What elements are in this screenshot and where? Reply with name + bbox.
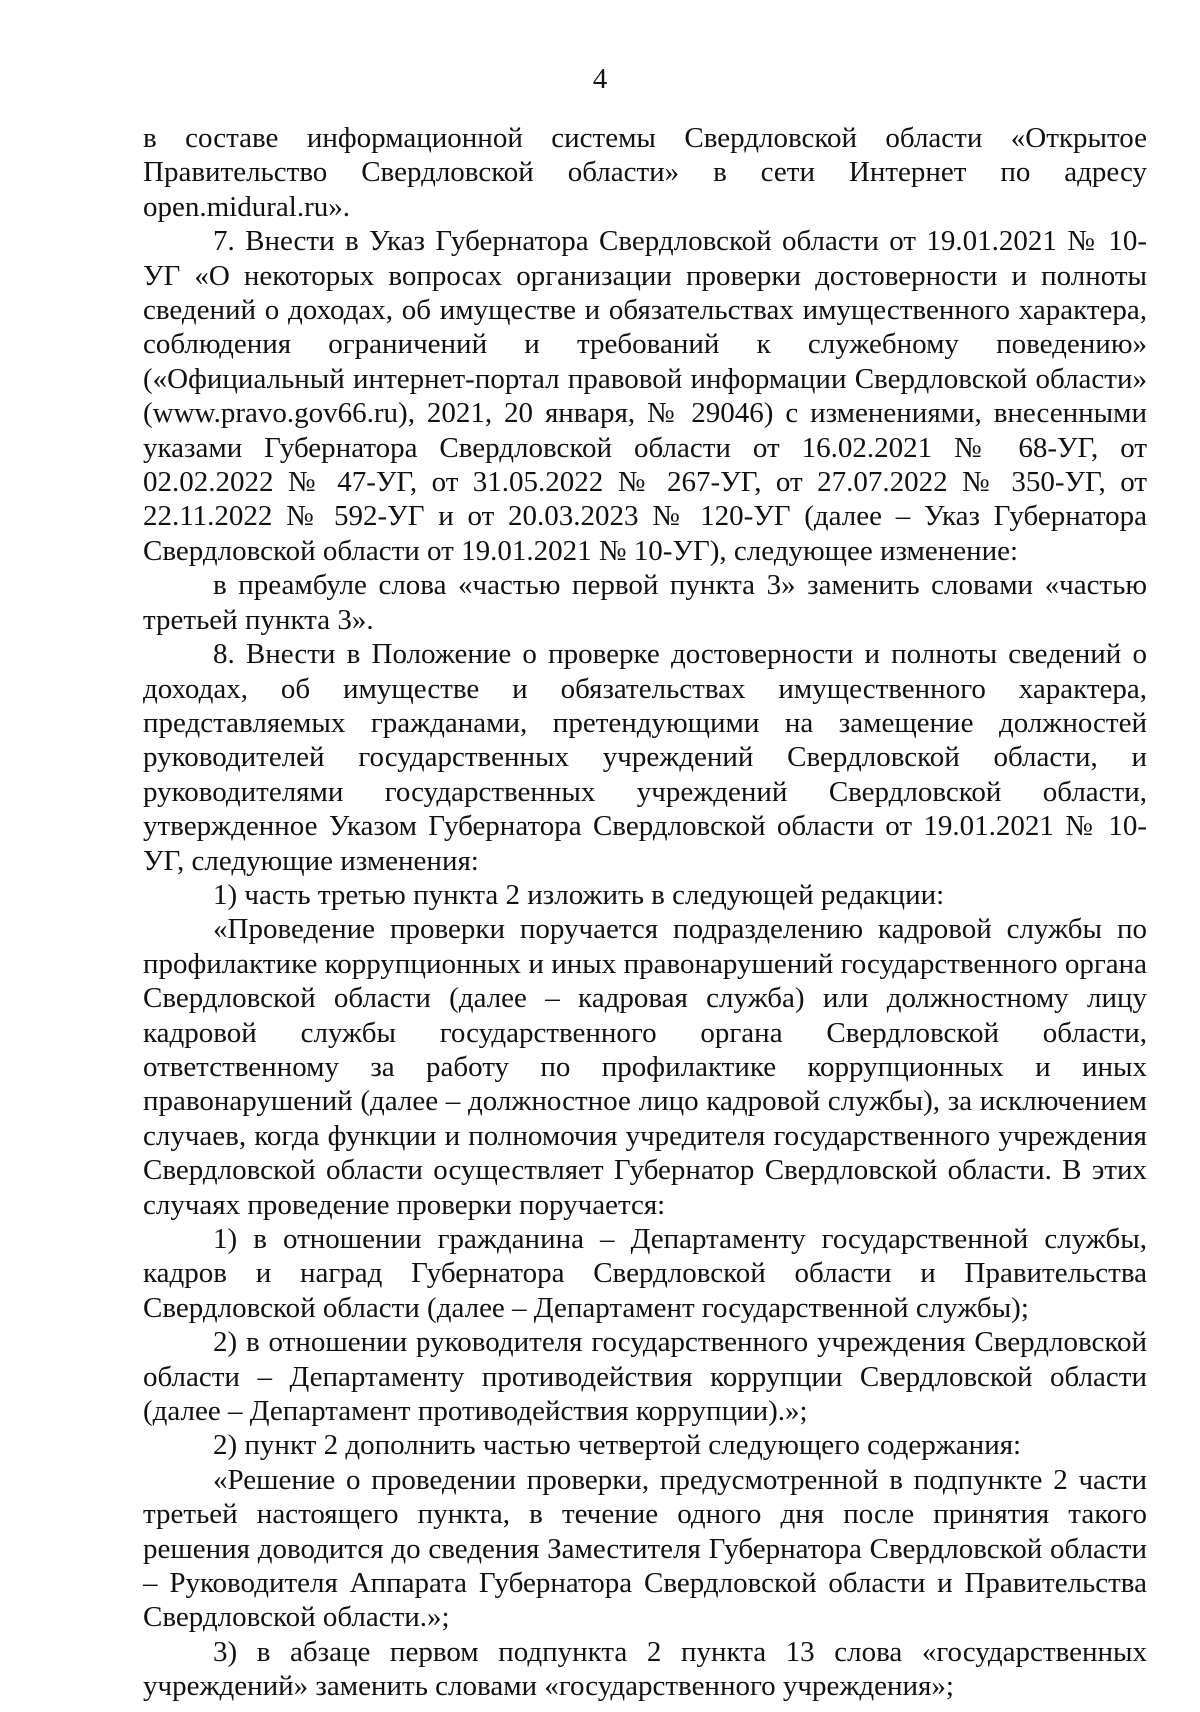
paragraph-quoted-subitem-2: 2) в отношении руководителя государственного учреждения Свердловской области – Департаменту противодействия коррупции Свердловской области (далее – Департамент противодействия коррупции).»; (143, 1326, 1147, 1428)
paragraph-subitem-3: 3) в абзаце первом подпункта 2 пункта 13 слова «государственных учреждений» заменить словами «государственного учреждения»; (143, 1635, 1147, 1703)
paragraph-subitem-1: 1) часть третью пункта 2 изложить в следующей редакции: (213, 878, 945, 911)
paragraph-quoted-subitem-1: 1) в отношении гражданина – Департаменту государственной службы, кадров и наград Губернатора Свердловской области и Правительства Свердловской области (далее – Департамент государственной службы); (143, 1223, 1147, 1324)
paragraph-continuation: в составе информационной системы Свердловской области «Открытое Правительство Свердловской области» в сети Интернет по адресу open.midural.ru». (143, 122, 1147, 223)
page-number: 4 (592, 63, 608, 95)
paragraph-quoted-decision: «Решение о проведении проверки, предусмотренной в подпункте 2 части третьей настоящего пункта, в течение одного дня после принятия такого решения доводится до сведения Заместителя Губернатора Свердловской области – Руководителя Аппарата Губернатора Свердловской области и Правительства Свердловской области.»; (143, 1463, 1147, 1634)
paragraph-subitem-2: 2) пункт 2 дополнить частью четвертой следующего содержания: (213, 1429, 1022, 1462)
paragraph-quoted-text: «Проведение проверки поручается подразделению кадровой службы по профилактике коррупционных и иных правонарушений государственного органа Свердловской области (далее – кадровая служба) или должностному лицу кадровой службы государственного органа Свердловской области, ответственному за работу по профилактике коррупционных и иных правонарушений (далее – должностное лицо кадровой службы), за исключением случаев, когда функции и полномочия учредителя государственного учреждения Свердловской области осуществляет Губернатор Свердловской области. В этих случаях проведение проверки поручается: (143, 913, 1147, 1221)
paragraph-item-8: 8. Внести в Положение о проверке достоверности и полноты сведений о доходах, об имуществе и обязательствах имущественного характера, представляемых гражданами, претендующими на замещение должностей руководителей государственных учреждений Свердловской области, и руководителями государственных учреждений Свердловской области, утвержденное Указом Губернатора Свердловской области от 19.01.2021 № 10-УГ, следующие изменения: (143, 638, 1147, 877)
document-body (143, 121, 1147, 1704)
paragraph-preamble-change: в преамбуле слова «частью первой пункта 3» заменить словами «частью третьей пункта 3». (143, 569, 1147, 636)
paragraph-item-7: 7. Внести в Указ Губернатора Свердловской области от 19.01.2021 № 10-УГ «О некоторых вопросах организации проверки достоверности и полноты сведений о доходах, об имуществе и обязательствах имущественного характера, соблюдения ограничений и требований к служебному поведению» («Официальный интернет-портал правовой информации Свердловской области» (www.pravo.gov66.ru), 2021, 20 января, № 29046) с изменениями, внесенными указами Губернатора Свердловской области от 16.02.2021 № 68-УГ, от 02.02.2022 № 47-УГ, от 31.05.2022 № 267-УГ, от 27.07.2022 № 350-УГ, от 22.11.2022 № 592-УГ и от 20.03.2023 № 120-УГ (далее – Указ Губернатора Свердловской области от 19.01.2021 № 10-УГ), следующее изменение: (143, 225, 1147, 567)
